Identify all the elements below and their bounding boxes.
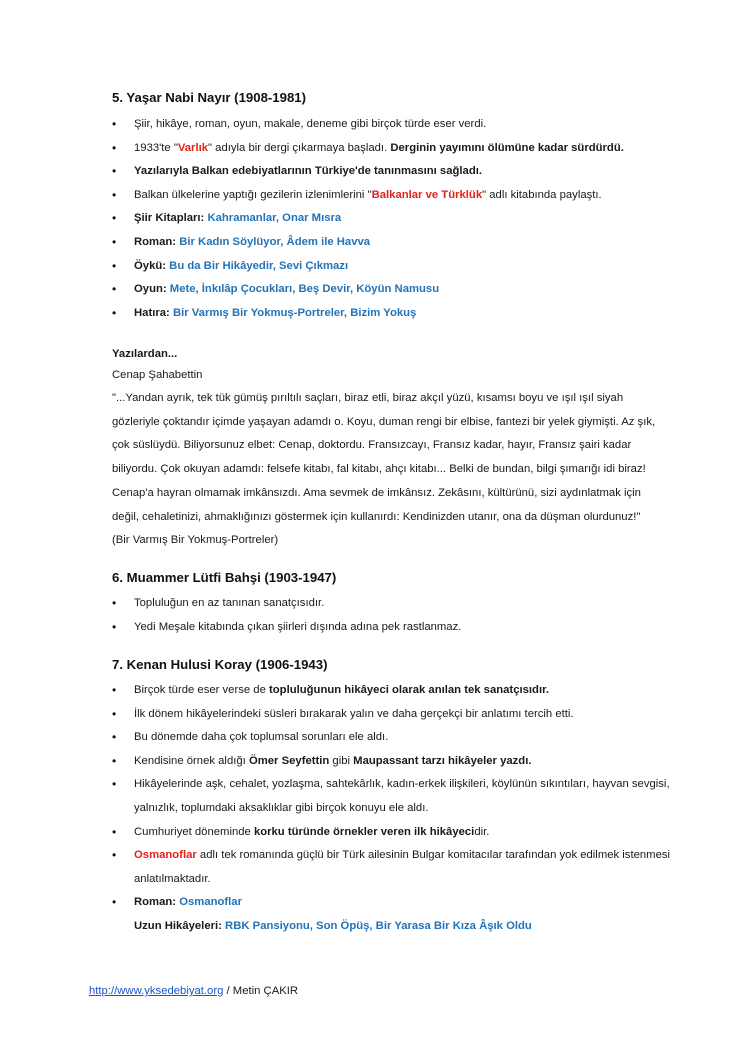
- list-item: • Oyun: Mete, İnkılâp Çocukları, Beş Devir, Köyün Namusu: [112, 278, 672, 302]
- bullet-list-section5: [112, 113, 672, 325]
- list-item: • Osmanoflar adlı tek romanında güçlü bir Türk ailesinin Bulgar komitacılar tarafından yok edilmek istenmesi anlatılmaktadır.: [112, 844, 672, 891]
- list-item: • Birçok türde eser verse de topluluğunun hikâyeci olarak anılan tek sanatçısıdır.: [112, 679, 672, 703]
- highlight-osmanoflar: Osmanoflar: [134, 849, 197, 862]
- excerpt-quote: "...Yandan ayrık, tek tük gümüş pırıltılı saçları, biraz etli, biraz akçıl yüzü, kısamsı boyu ve ışıl ışıl siyah gözleriyle çoktandır içimde yaşayan adamdı o. Koyu, duman rengi bir elbise, fantezi bir yelek giymişti. Az şık, çok süslüydü. Biliyorsunuz elbet: Cenap, doktordu. Fransızcayı, Fransız kadar, hayır, Fransız şairi kadar biliyordu. Çok okuyan adamdı: felsefe kitabı, fal kitabı, ahçı kitabı... Belki de bundan, bilgi şımarığı idi biraz! Cenap'a hayran olmamak imkânsızdı. Ama sevmek de imkânsız. Zekâsını, kültürünü, sizi aydınlatmak için değil, cehaletinizi, ahmaklığınızı göstermek için kullanırdı: Kendinizden utanır, ona da düşman olurdunuz!": [112, 392, 656, 523]
- list-item: • 1933'te "Varlık" adıyla bir dergi çıkarmaya başladı. Derginin yayımını ölümüne kadar sürdürdü.: [112, 137, 672, 161]
- section-heading-muammer-lutfi: 6. Muammer Lütfi Bahşi (1903-1947): [112, 570, 337, 585]
- footer-website-link[interactable]: http://www.yksedebiyat.org: [89, 985, 224, 997]
- list-item: • Yedi Meşale kitabında çıkan şiirleri dışında adına pek rastlanmaz.: [112, 616, 672, 640]
- section-heading-yasar-nabi: 5. Yaşar Nabi Nayır (1908-1981): [112, 90, 307, 105]
- excerpt-heading: Yazılardan...: [112, 348, 178, 360]
- list-item: • İlk dönem hikâyelerindeki süsleri bırakarak yalın ve daha gerçekçi bir anlatımı tercih etti.: [112, 703, 672, 727]
- excerpt-subject: Cenap Şahabettin: [112, 369, 203, 381]
- list-item: • Roman: Bir Kadın Söylüyor, Âdem ile Havva: [112, 231, 672, 255]
- footer-author: / Metin ÇAKIR: [223, 985, 299, 997]
- list-item: • Şiir, hikâye, roman, oyun, makale, deneme gibi birçok türde eser verdi.: [112, 113, 672, 137]
- list-item: • Cumhuriyet döneminde korku türünde örnekler veren ilk hikâyecidir.: [112, 821, 672, 845]
- bullet-list-section6: [112, 592, 672, 639]
- list-item: • Hatıra: Bir Varmış Bir Yokmuş-Portreler, Bizim Yokuş: [112, 302, 672, 326]
- long-stories-line: Uzun Hikâyeleri: RBK Pansiyonu, Son Öpüş, Bir Yarasa Bir Kıza Âşık Oldu: [134, 919, 532, 932]
- section-heading-kenan-hulusi: 7. Kenan Hulusi Koray (1906-1943): [112, 657, 328, 672]
- list-item: • Bu dönemde daha çok toplumsal sorunları ele aldı.: [112, 726, 672, 750]
- list-item: • Topluluğun en az tanınan sanatçısıdır.: [112, 592, 672, 616]
- page-footer: [89, 985, 298, 997]
- list-item: • Roman: Osmanoflar Uzun Hikâyeleri: RBK Pansiyonu, Son Öpüş, Bir Yarasa Bir Kıza Âşık Oldu: [112, 891, 672, 938]
- list-item: • Şiir Kitapları: Kahramanlar, Onar Mısra: [112, 207, 672, 231]
- highlight-balkanlar: Balkanlar ve Türklük: [371, 188, 483, 201]
- list-item: • Yazılarıyla Balkan edebiyatlarının Türkiye'de tanınmasını sağladı.: [112, 160, 672, 184]
- list-item: • Kendisine örnek aldığı Ömer Seyfettin gibi Maupassant tarzı hikâyeler yazdı.: [112, 750, 672, 774]
- highlight-varlik: Varlık: [177, 141, 209, 154]
- list-item: • Balkan ülkelerine yaptığı gezilerin izlenimlerini "Balkanlar ve Türklük" adlı kitabında paylaştı.: [112, 184, 672, 208]
- bullet-list-section7: [112, 679, 672, 939]
- list-item: • Öykü: Bu da Bir Hikâyedir, Sevi Çıkmazı: [112, 255, 672, 279]
- excerpt-source: (Bir Varmış Bir Yokmuş-Portreler): [112, 534, 279, 546]
- list-item: • Hikâyelerinde aşk, cehalet, yozlaşma, sahtekârlık, kadın-erkek ilişkileri, köylünün sıkıntıları, hayvan sevgisi, yalnızlık, toplumdaki aksaklıklar gibi birçok konuyu ele aldı.: [112, 773, 672, 820]
